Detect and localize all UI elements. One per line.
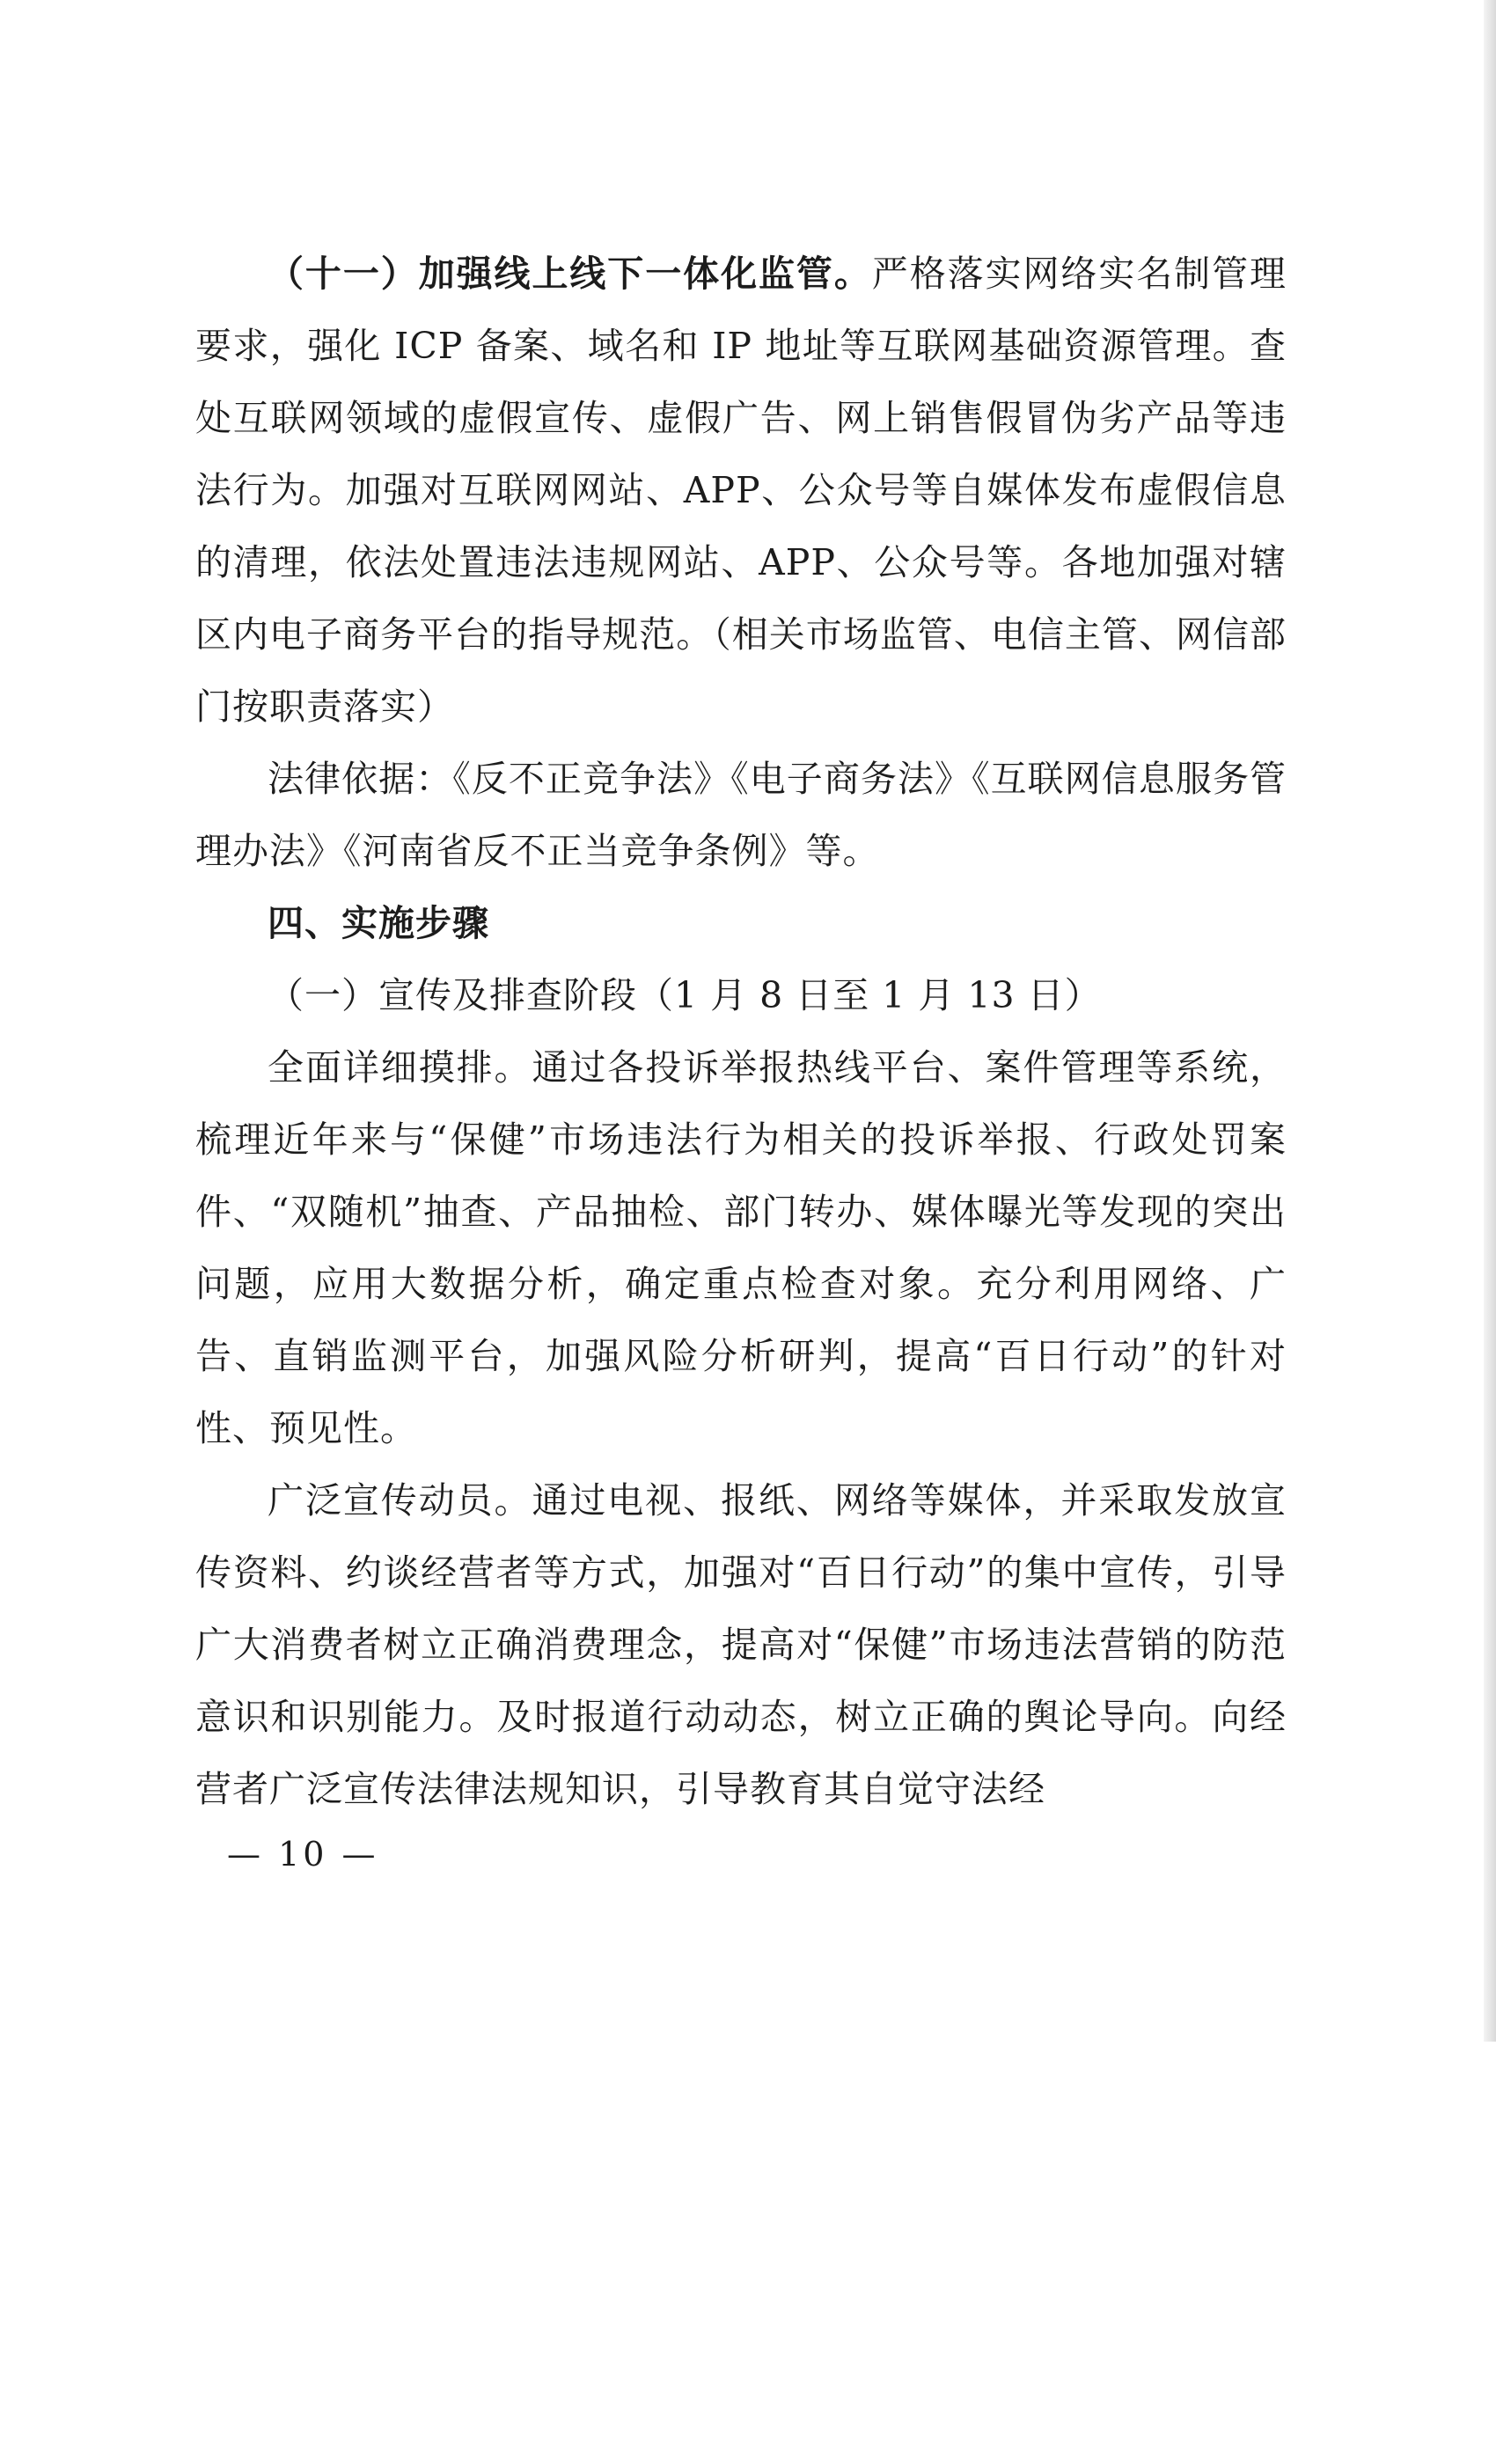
page-edge-shadow	[1484, 0, 1496, 2042]
stage-1-heading: （一）宣传及排查阶段（1 月 8 日至 1 月 13 日）	[268, 974, 1102, 1016]
publicity-paragraph: 广泛宣传动员。通过电视、报纸、网络等媒体，并采取发放宣传资料、约谈经营者等方式，加强对“百日行动”的集中宣传，引导广大消费者树立正确消费理念，提高对“保健”市场违法营销的防范意识和识别能力。及时报道行动动态，树立正确的舆论导向。向经营者广泛宣传法律法规知识，引导教育其自觉守法经	[195, 1479, 1287, 1810]
investigation-paragraph: 全面详细摸排。通过各投诉举报热线平台、案件管理等系统，梳理近年来与“保健”市场违法行为相关的投诉举报、行政处罚案件、“双随机”抽查、产品抽检、部门转办、媒体曝光等发现的突出问题，应用大数据分析，确定重点检查对象。充分利用网络、广告、直销监测平台，加强风险分析研判，提高“百日行动”的针对性、预见性。	[195, 1046, 1287, 1449]
section-11-paragraph	[195, 238, 1287, 743]
section-heading-4: 四、实施步骤	[268, 902, 489, 944]
section-11-lead: （十一）加强线上线下一体化监管。	[268, 253, 872, 295]
document-body	[195, 238, 1287, 1825]
page-number: — 10 —	[227, 1835, 379, 1874]
legal-basis-paragraph: 法律依据：《反不正竞争法》《电子商务法》《互联网信息服务管理办法》《河南省反不正当竞争条例》等。	[195, 758, 1287, 872]
section-11-body: 严格落实网络实名制管理要求，强化 ICP 备案、域名和 IP 地址等互联网基础资源管理。查处互联网领域的虚假宣传、虚假广告、网上销售假冒伪劣产品等违法行为。加强对互联网网站、APP、公众号等自媒体发布虚假信息的清理，依法处置违法违规网站、APP、公众号等。各地加强对辖区内电子商务平台的指导规范。（相关市场监管、电信主管、网信部门按职责落实）	[195, 253, 1287, 728]
